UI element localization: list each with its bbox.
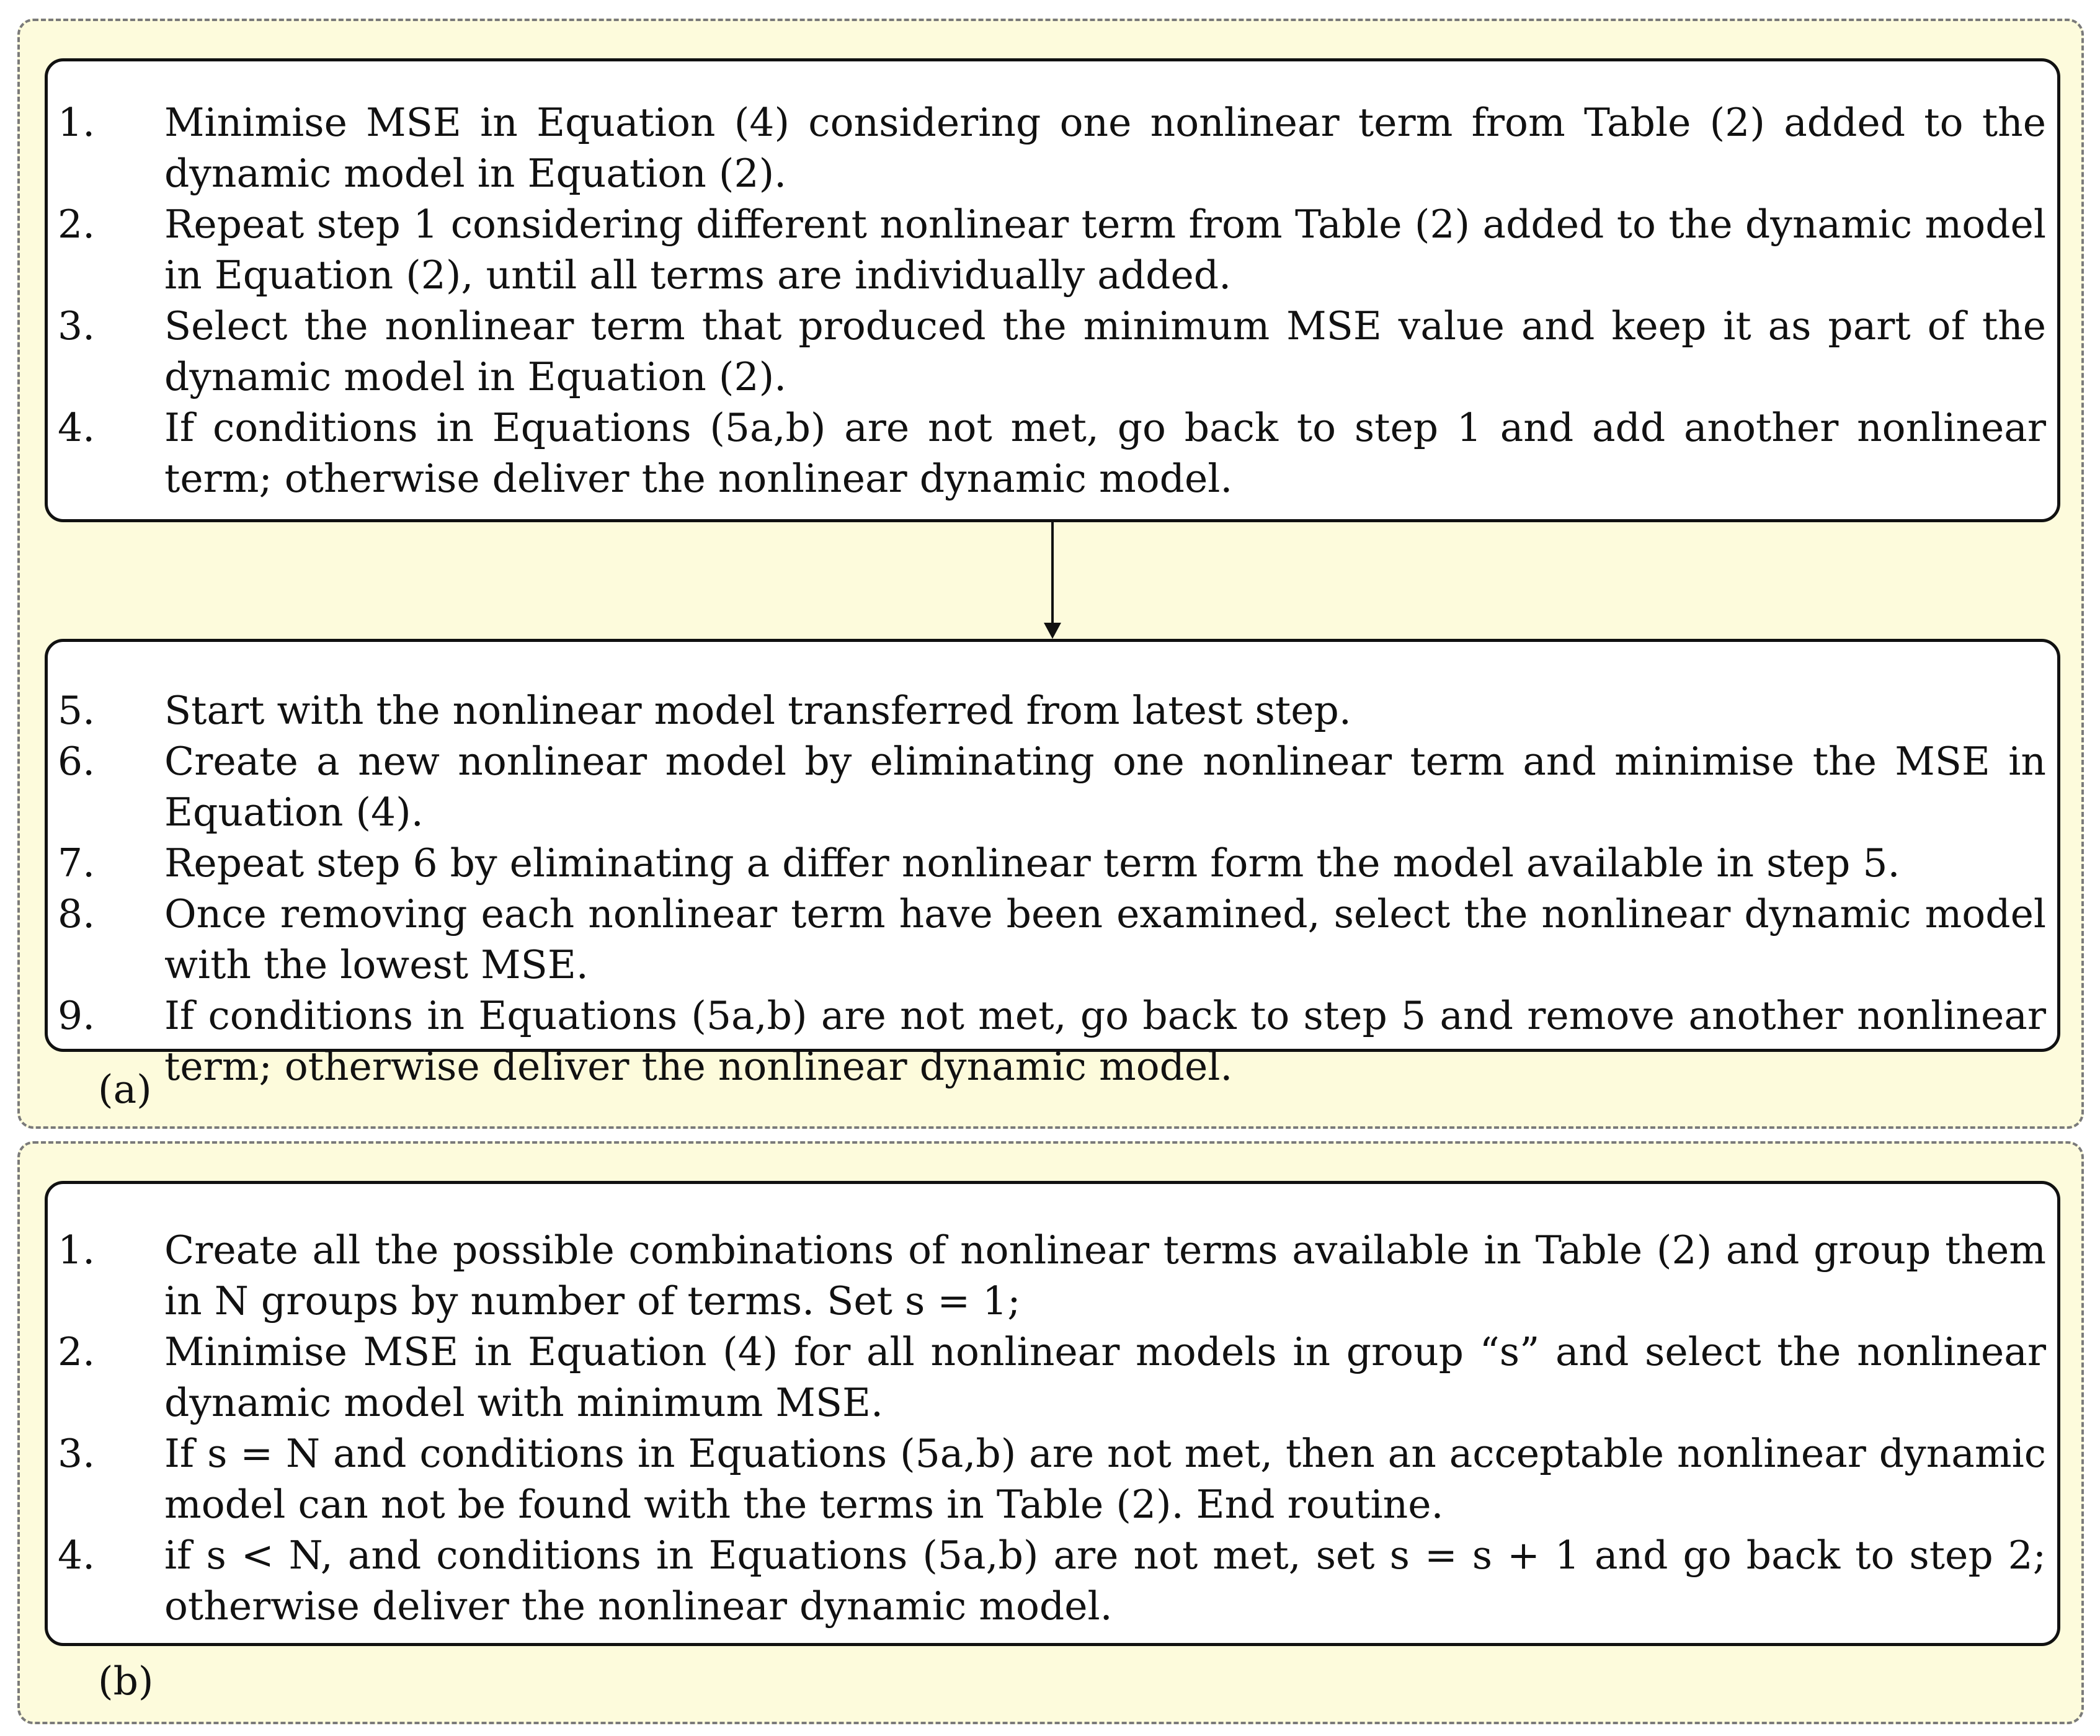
step-number: 9. <box>58 993 96 1038</box>
backward-elimination-box <box>45 639 2060 1089</box>
step-text: If s = N and conditions in Equations (5a,b) are not met, then an acceptable nonlinear dynamic model can not be found with the terms in Table (2). End routine. <box>164 1431 2046 1527</box>
step-number: 8. <box>58 891 96 937</box>
step-number: 4. <box>58 405 96 450</box>
step-text: Repeat step 6 by eliminating a differ nonlinear term form the model available in step 5. <box>164 840 1900 886</box>
step-text: Minimise MSE in Equation (4) for all nonlinear models in group “s” and select the nonlinear dynamic model with minimum MSE. <box>164 1329 2046 1425</box>
step-text: Repeat step 1 considering different nonlinear term from Table (2) added to the dynamic model in Equation (2), until all terms are individually added. <box>164 202 2046 298</box>
step-text: Minimise MSE in Equation (4) considering one nonlinear term from Table (2) added to the dynamic model in Equation (2). <box>164 100 2046 196</box>
step-number: 7. <box>58 840 96 886</box>
flow-arrow-head <box>1044 623 1061 639</box>
step-number: 1. <box>58 100 96 145</box>
step-text: If conditions in Equations (5a,b) are not met, go back to step 5 and remove another nonlinear term; otherwise deliver the nonlinear dynamic model. <box>164 993 2046 1089</box>
panel-b-label: (b) <box>98 1658 154 1704</box>
step-item <box>58 199 2046 301</box>
step-item <box>58 1530 2046 1632</box>
step-text: Create all the possible combinations of nonlinear terms available in Table (2) and group them in N groups by number of terms. Set s = 1; <box>164 1227 2046 1324</box>
step-item <box>58 301 2046 403</box>
step-item <box>58 889 2046 990</box>
step-item <box>58 838 2046 889</box>
step-number: 3. <box>58 303 96 349</box>
step-number: 2. <box>58 1329 96 1374</box>
step-item <box>58 736 2046 838</box>
step-item <box>58 990 2046 1092</box>
forward-selection-box <box>45 58 2060 522</box>
step-text: Select the nonlinear term that produced the minimum MSE value and keep it as part of the dynamic model in Equation (2). <box>164 303 2046 399</box>
step-text: If conditions in Equations (5a,b) are not met, go back to step 1 and add another nonlinear term; otherwise deliver the nonlinear dynamic model. <box>164 405 2046 501</box>
step-text: Once removing each nonlinear term have been examined, select the nonlinear dynamic model with the lowest MSE. <box>164 891 2046 987</box>
step-number: 2. <box>58 202 96 247</box>
step-item <box>58 1225 2046 1327</box>
step-number: 3. <box>58 1431 96 1476</box>
step-item <box>58 97 2046 199</box>
step-item <box>58 1327 2046 1428</box>
step-list <box>58 1225 2046 1632</box>
step-text: Start with the nonlinear model transferred from latest step. <box>164 688 1351 733</box>
step-number: 4. <box>58 1533 96 1578</box>
exhaustive-search-box <box>45 1181 2060 1646</box>
step-item <box>58 685 2046 736</box>
step-item <box>58 403 2046 504</box>
step-item <box>58 1428 2046 1530</box>
panel-a-label: (a) <box>98 1067 152 1112</box>
step-number: 6. <box>58 739 96 784</box>
step-list <box>58 97 2046 504</box>
step-number: 5. <box>58 688 96 733</box>
step-text: Create a new nonlinear model by eliminating one nonlinear term and minimise the MSE in Equation (4). <box>164 739 2046 835</box>
step-list <box>58 685 2046 1092</box>
step-number: 1. <box>58 1227 96 1273</box>
step-text: if s < N, and conditions in Equations (5a,b) are not met, set s = s + 1 and go back to step 2; otherwise deliver the nonlinear dynamic model. <box>164 1533 2046 1629</box>
